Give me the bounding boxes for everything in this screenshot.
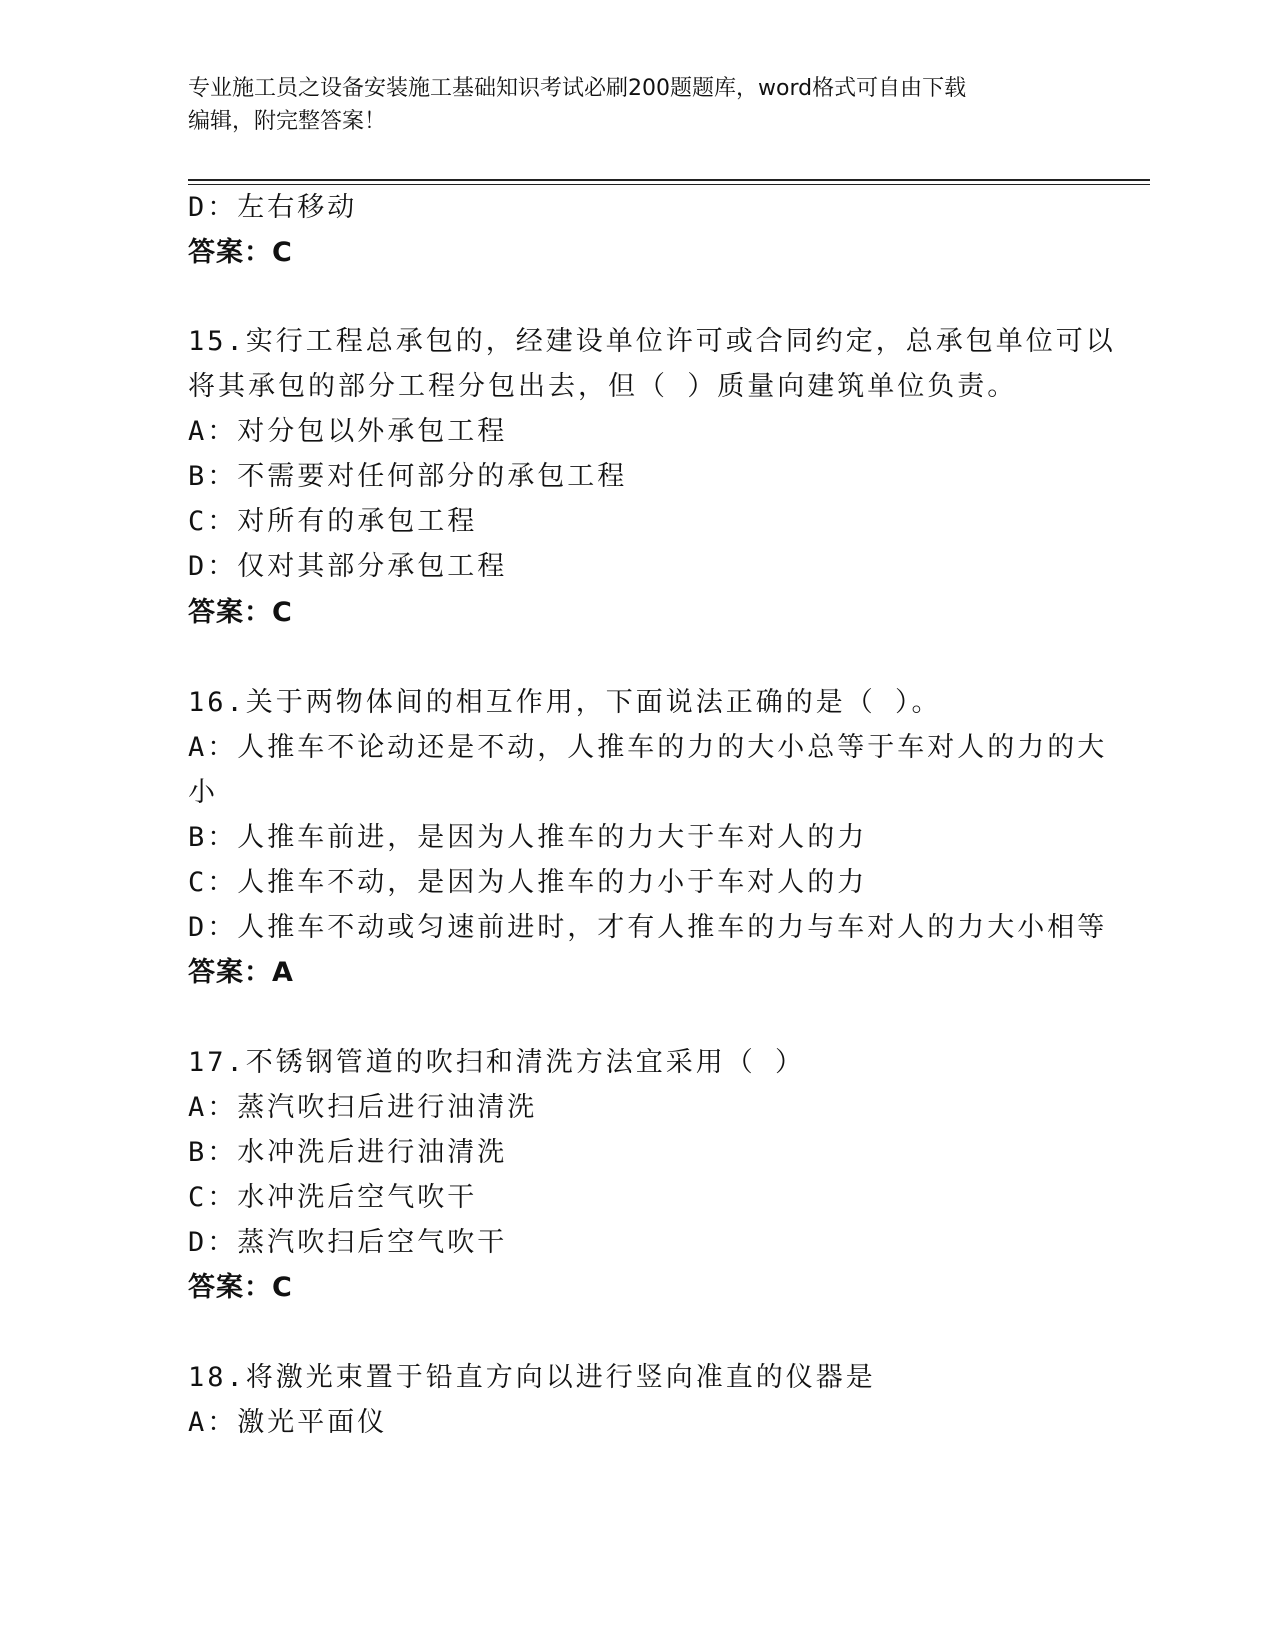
q17-answer: 答案：C <box>188 1272 293 1303</box>
q16-option-a-line-2: 小 <box>188 777 218 808</box>
q17-option-a: A：蒸汽吹扫后进行油清洗 <box>188 1092 538 1123</box>
q16-stem-line-1: 16.关于两物体间的相互作用，下面说法正确的是（ ）。 <box>188 687 942 718</box>
q15-option-c: C：对所有的承包工程 <box>188 506 478 537</box>
q17-option-b: B：水冲洗后进行油清洗 <box>188 1137 508 1168</box>
prev-option-d: D：左右移动 <box>188 192 358 223</box>
header-divider-thick <box>188 179 1150 181</box>
q16-option-a-line-1: A：人推车不论动还是不动，人推车的力的大小总等于车对人的力的大 <box>188 732 1108 763</box>
q15-option-d: D：仅对其部分承包工程 <box>188 551 508 582</box>
header-title-line-2: 编辑，附完整答案！ <box>188 109 387 134</box>
q16-option-c: C：人推车不动，是因为人推车的力小于车对人的力 <box>188 867 868 898</box>
q15-stem-line-2: 将其承包的部分工程分包出去，但（ ）质量向建筑单位负责。 <box>188 371 1018 402</box>
q15-answer: 答案：C <box>188 597 293 628</box>
q17-option-d: D：蒸汽吹扫后空气吹干 <box>188 1227 508 1258</box>
q17-option-c: C：水冲洗后空气吹干 <box>188 1182 478 1213</box>
q15-option-b: B：不需要对任何部分的承包工程 <box>188 461 628 492</box>
q18-option-a: A：激光平面仪 <box>188 1407 388 1438</box>
q15-option-a: A：对分包以外承包工程 <box>188 416 508 447</box>
q18-stem-line-1: 18.将激光束置于铅直方向以进行竖向准直的仪器是 <box>188 1362 876 1393</box>
header-title-line-1: 专业施工员之设备安装施工基础知识考试必刷200题题库，word格式可自由下载 <box>188 76 967 101</box>
prev-answer: 答案：C <box>188 237 293 268</box>
q15-stem-line-1: 15.实行工程总承包的，经建设单位许可或合同约定，总承包单位可以 <box>188 326 1116 357</box>
q16-option-b: B：人推车前进，是因为人推车的力大于车对人的力 <box>188 822 868 853</box>
document-header <box>188 72 1088 138</box>
header-divider-thin <box>188 184 1150 185</box>
q16-option-d: D：人推车不动或匀速前进时，才有人推车的力与车对人的力大小相等 <box>188 912 1108 943</box>
q16-answer: 答案：A <box>188 957 294 988</box>
q17-stem-line-1: 17.不锈钢管道的吹扫和清洗方法宜采用（ ） <box>188 1047 806 1078</box>
